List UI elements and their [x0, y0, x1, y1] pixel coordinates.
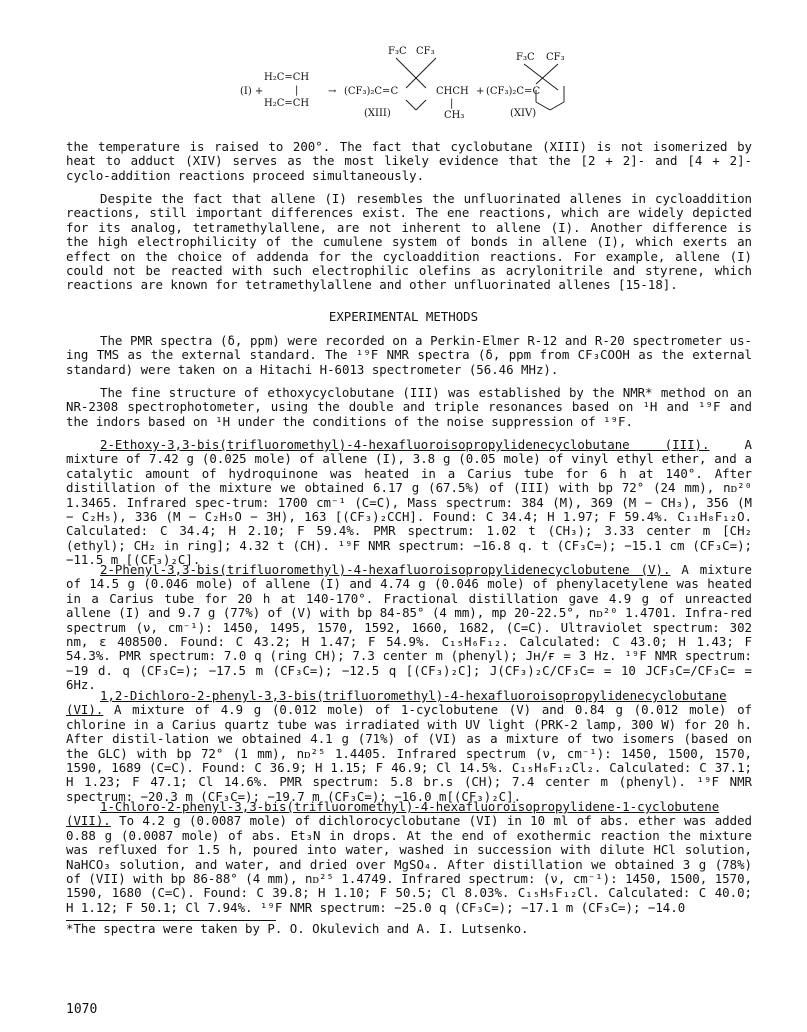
section-heading: EXPERIMENTAL METHODS: [328, 309, 479, 324]
paragraph-4: The fine structure of ethoxycyclobutane (III) was established by the NMR* method on an NR-2308 spectrophotometer, using the double and triple resonances based on ¹H and ¹⁹F and the indors based on ¹H under the conditions of the noise suppression of ¹⁹F.: [66, 385, 752, 429]
paragraph-5-body: A mixture of 7.42 g (0.025 mole) of allene (I), 3.8 g (0.05 mole) of vinyl ethyl ether, and a catalytic amount of hydroquinone was heated in a Carius tube for 6 h at 140°. After distillation of the mixture we obtained 6.17 g (67.5%) of (III) with bp 72° (24 mm), nᴅ²⁰ 1.3465. Infrared spec-trum: 1700 cm⁻¹ (C=C), Mass spectrum: 384 (M), 369 (M − CH₃), 356 (M − C₂H₅), 336 (M − C₂H₅O − 3H), 163 [(CF₃)₂CCH]. Found: C 34.4; H 1.97; F 59.4%. C₁₁H₈F₁₂O. Calculated: C 34.4; H 2.10; F 59.4%. PMR spectrum: 1.02 t (CH₃); 3.33 center m [CH₂ (ethyl); CH₂ in ring]; 4.32 t (CH). ¹⁹F NMR spectrum: −16.8 q. t (CF₃C=); −15.1 cm (CF₃C=); −11.5 m [(CF₃)₂C].: [66, 437, 752, 568]
paragraph-8: [66, 800, 752, 915]
scheme-product1-tail: CHCH: [436, 86, 469, 97]
compound-title-V: 2-Phenyl-3,3-bis(trifluoromethyl)-4-hexafluoroisopropylidenecyclobutene (V).: [100, 562, 671, 577]
compound-title-VII: 1-Chloro-2-phenyl-3,3-bis(trifluoromethyl)-4-hexafluoroisopropylidene-1-cyclobutene (VII).: [66, 799, 720, 829]
scheme-cf3-a: F₃C: [388, 46, 407, 57]
paragraph-7-body: A mixture of 4.9 g (0.012 mole) of 1-cyclobutene (V) and 0.84 g (0.012 mole) of chlorine in a Carius quartz tube was irradiated with UV light (PRK-2 lamp, 300 W) for 20 h. After distil-lation we obtained 4.1 g (71%) of (VI) as a mixture of two isomers (based on the GLC) with bp 72° (1 mm), nᴅ²⁵ 1.4405. Infrared spectrum (ν, cm⁻¹): 1450, 1500, 1570, 1590, 1689 (C=C). Found: C 36.9; H 1.15; F 46.9; Cl 14.5%. C₁₅H₆F₁₂Cl₂. Calculated: C 37.1; H 1.23; F 47.1; Cl 14.6%. PMR spectrum: 5.8 br.s (CH); 7.4 center m (phenyl). ¹⁹F NMR spectrum: −20.3 m (CF₃C=); −19.7 m (CF₃C=); −16.0 m[(CF₃)₂C].: [66, 702, 752, 804]
scheme-arrow: →: [328, 86, 337, 97]
scheme-ring-line: [416, 100, 426, 110]
paragraph-6: [66, 563, 752, 693]
scheme-reactant-bottom: H₂C=CH: [264, 98, 310, 109]
scheme-product2-label: (XIV): [510, 108, 537, 119]
scheme-ring2-line: [550, 102, 564, 110]
scheme-ring2-line: [536, 102, 550, 110]
paragraph-7: [66, 689, 752, 804]
scheme-reactant-left: (I) +: [240, 86, 264, 97]
compound-title-VI: 1,2-Dichloro-2-phenyl-3,3-bis(trifluoromethyl)-4-hexafluoroisopropylidenecyclobutane (VI).: [66, 688, 727, 718]
scheme-product1-substituent: (CF₃)₂C=C: [344, 86, 399, 97]
footnote: *The spectra were taken by P. O. Okulevich and A. I. Lutsenko.: [66, 921, 529, 936]
paragraph-6-body: A mixture of 14.5 g (0.046 mole) of allene (I) and 4.74 g (0.046 mole) of phenylacetylene was heated in a Carius tube for 20 h at 140-170°. Fractional distillation gave 4.9 g of unreacted allene (I) and 9.7 g (77%) of (V) with bp 84-85° (4 mm), mp 20-22.5°, nᴅ²⁰ 1.4701. Infra-red spectrum (ν, cm⁻¹): 1450, 1495, 1570, 1592, 1660, 1682, (C=C). Ultraviolet spectrum: 302 nm, ε 408500. Found: C 43.2; H 1.47; F 54.9%. C₁₅H₆F₁₂. Calculated: C 43.0; H 1.43; F 54.3%. PMR spectrum: 7.0 q (ring CH); 7.3 center m (phenyl); Jʜ/ғ = 3 Hz. ¹⁹F NMR spectrum: −19 d. q (CF₃C=); −17.5 m (CF₃C=); −12.5 q [(CF₃)₂C]; J(CF₃)₂C/CF₃C= = 10 JCF₃C=/CF₃C= = 6Hz.: [66, 562, 752, 693]
scheme-product1-methyl: CH₃: [444, 110, 465, 121]
paragraph-8-body: To 4.2 g (0.0087 mole) of dichlorocyclobutane (VI) in 10 ml of abs. ether was added 0.88 g (0.0087 mole) of abs. Et₃N in drops. At the end of exothermic reaction the mixture was refluxed for 1.5 h, poured into water, washed in succession with dilute HCl solution, NaHCO₃ solution, and water, and dried over MgSO₄. After distillation we obtained 3 g (78%) of (VII) with bp 86-88° (4 mm), nᴅ²⁵ 1.4749. Infrared spectrum: (ν, cm⁻¹): 1450, 1500, 1570, 1590, 1680 (C=C). Found: C 39.8; H 1.10; F 50.5; Cl 8.03%. C₁₅H₅F₁₂Cl. Calculated: C 40.0; H 1.12; F 50.1; Cl 7.94%. ¹⁹F NMR spectrum: −25.0 q (CF₃C=); −17.1 m (CF₃C=); −14.0: [66, 813, 752, 915]
scheme-ring-line: [406, 100, 416, 110]
paragraph-1: the temperature is raised to 200°. The fact that cyclobutane (XIII) is not isomerized by heat to adduct (XIV) serves as the most likely evidence that the [2 + 2]- and [4 + 2]-cyclo-addition reactions proceed simultaneously.: [66, 139, 752, 183]
reaction-scheme: [240, 44, 580, 134]
paragraph-3: The PMR spectra (δ, ppm) were recorded on a Perkin-Elmer R-12 and R-20 spectrometer us-ing TMS as the external standard. The ¹⁹F NMR spectra (δ, ppm from CF₃COOH as the external standard) were taken on a Hitachi H-6013 spectrometer (56.46 MHz).: [66, 333, 752, 377]
scheme-cf3-d: CF₃: [546, 52, 565, 63]
paragraph-2: Despite the fact that allene (I) resembles the unfluorinated allenes in cycloaddition reactions, still important differences exist. The ene reactions, which are widely depicted for its analog, tetramethylallene, are not inherent to allene (I). Another difference is the high electrophilicity of the cumulene system of bonds in allene (I), which exerts an effect on the choice of addenda for the cycloaddition reactions. For example, allene (I) could not be reacted with such electrophilic olefins as acrylonitrile and styrene, which reactions are known for tetramethylallene and other unfluorinated allenes [15-18].: [66, 191, 752, 293]
scheme-reactant-top: H₂C=CH: [264, 72, 310, 83]
page-number: 1070: [66, 1002, 98, 1017]
scheme-ring2-line: [536, 64, 558, 84]
scheme-product1-label: (XIII): [364, 108, 391, 119]
scheme-product2-substituent: (CF₃)₂C=C: [486, 86, 541, 97]
paragraph-5: [66, 438, 752, 568]
compound-title-III: 2-Ethoxy-3,3-bis(trifluoromethyl)-4-hexafluoroisopropylidenecyclobutane (III).: [100, 437, 710, 452]
scheme-plus: +: [476, 86, 485, 97]
scheme-cf3-b: CF₃: [416, 46, 435, 57]
scheme-methyl-bond: |: [450, 98, 454, 109]
scheme-cf3-c: F₃C: [516, 52, 535, 63]
scheme-bond: |: [295, 85, 299, 96]
